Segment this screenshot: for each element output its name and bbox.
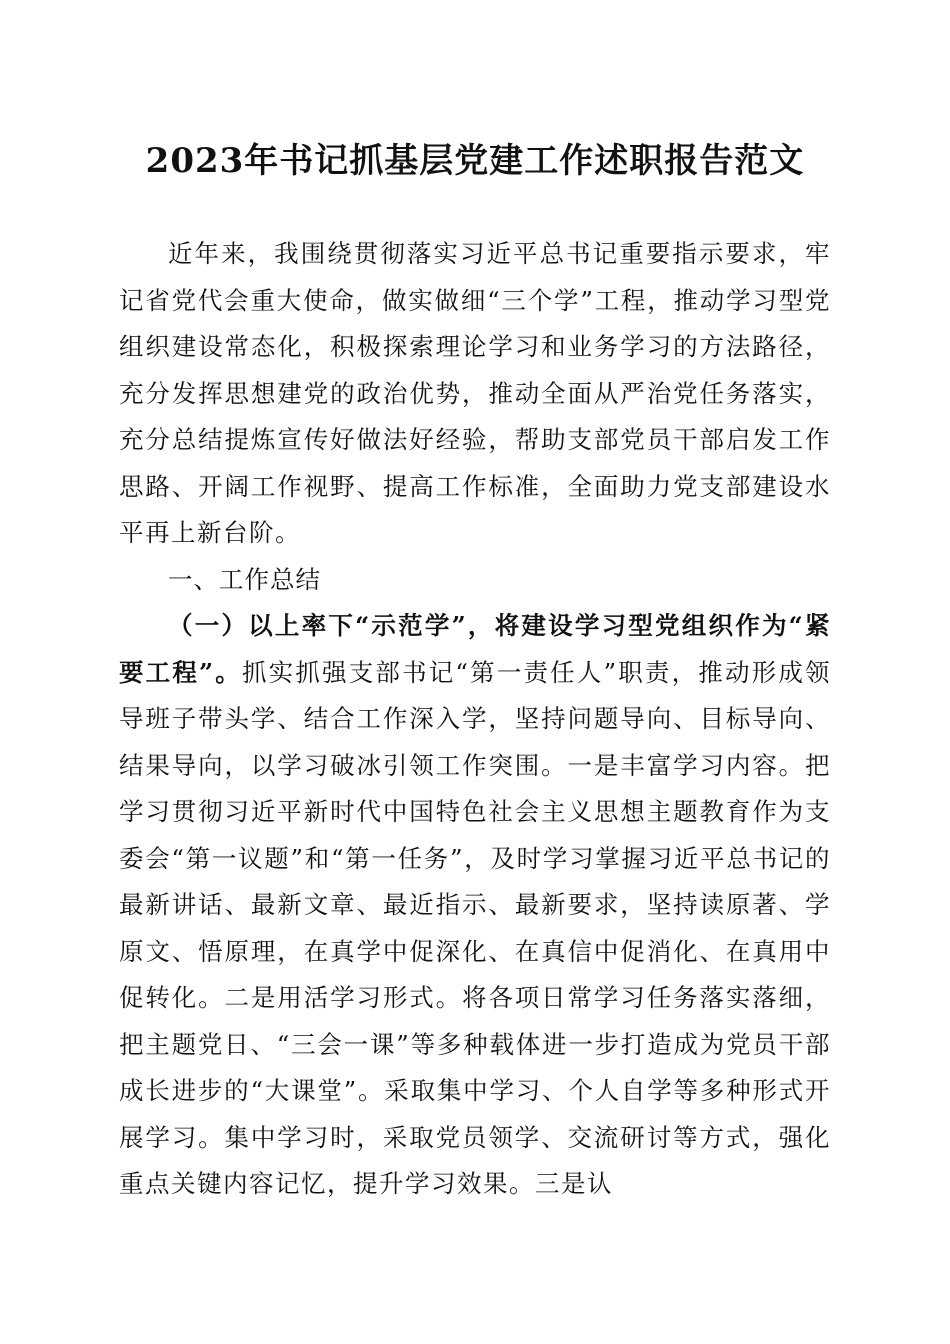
document-body [119, 231, 831, 1208]
section-heading-work-summary: 一、工作总结 [168, 564, 321, 594]
document-title: 2023年书记抓基层党建工作述职报告范文 [145, 141, 805, 181]
intro-paragraph: 近年来，我围绕贯彻落实习近平总书记重要指示要求，牢记省党代会重大使命，做实做细“三个学”工程，推动学习型党组织建设常态化，积极探索理论学习和业务学习的方法路径，充分发挥思想建党的政治优势，推动全面从严治党任务落实，充分总结提炼宣传好做法好经验，帮助支部党员干部启发工作思路、开阔工作视野、提高工作标准，全面助力党支部建设水平再上新台阶。 [119, 239, 831, 547]
subsection-lead: （一）以上率下“示范学”，将建设学习型党组织作为“紧要工程”。 [119, 611, 831, 687]
subsection-paragraph [119, 603, 831, 1208]
subsection-body: 抓实抓强支部书记“第一责任人”职责，推动形成领导班子带头学、结合工作深入学，坚持问题导向、目标导向、结果导向，以学习破冰引领工作突围。一是丰富学习内容。把学习贯彻习近平新时代中国特色社会主义思想主题教育作为支委会“第一议题”和“第一任务”，及时学习掌握习近平总书记的最新讲话、最新文章、最近指示、最新要求，坚持读原著、学原文、悟原理，在真学中促深化、在真信中促消化、在真用中促转化。二是用活学习形式。将各项日常学习任务落实落细，把主题党日、“三会一课”等多种载体进一步打造成为党员干部成长进步的“大课堂”。采取集中学习、个人自学等多种形式开展学习。集中学习时，采取党员领学、交流研讨等方式，强化重点关键内容记忆，提升学习效果。三是认 [119, 657, 831, 1198]
